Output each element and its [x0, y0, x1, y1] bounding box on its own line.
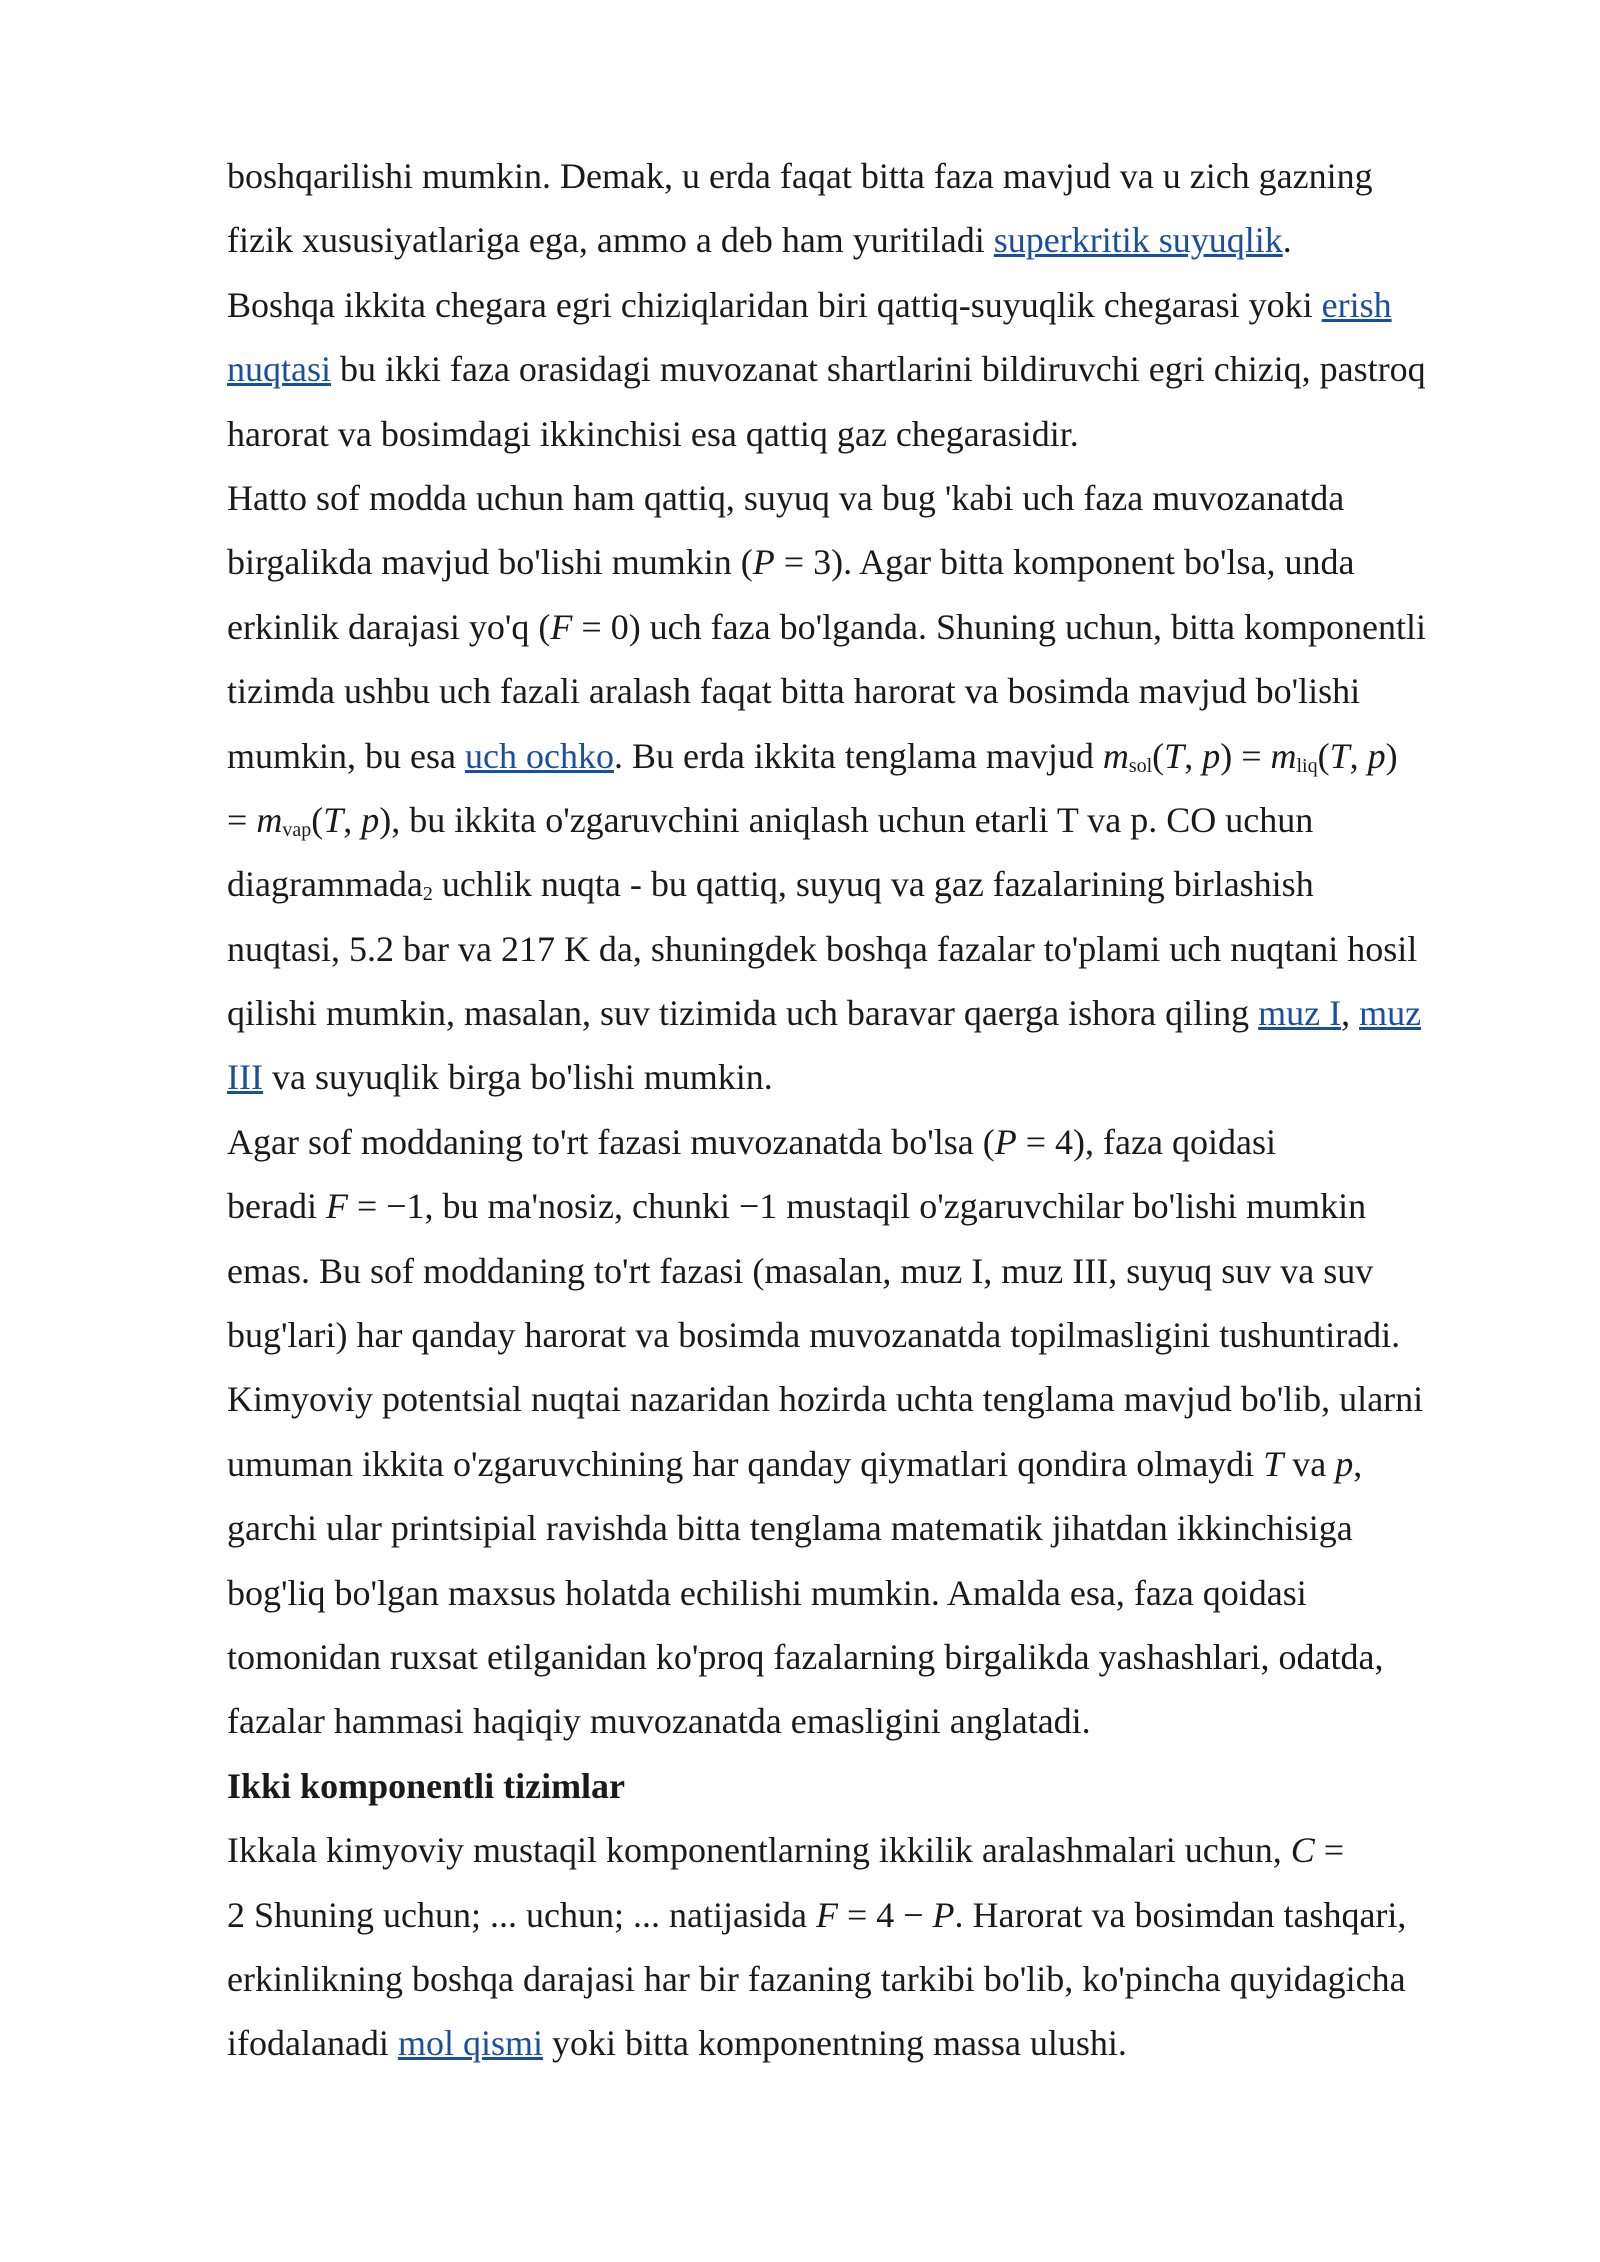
math-var: p — [1335, 1443, 1354, 1484]
math-var: p — [361, 799, 380, 840]
math-var: T — [323, 799, 344, 840]
link-mol-qismi[interactable]: mol qismi — [397, 2023, 543, 2064]
text: ) — [379, 799, 392, 840]
link-uch-ochko[interactable]: uch ochko — [464, 735, 614, 776]
link-erish-nuqtasi[interactable]: erish — [1321, 284, 1392, 325]
text: yoki bitta komponentning massa ulushi. — [542, 2023, 1127, 2064]
link-muz-iii[interactable]: III — [227, 1057, 263, 1098]
text: fazalar hammasi haqiqiy muvozanatda emasligini anglatadi. — [227, 1701, 1091, 1742]
text: tomonidan ruxsat etilganidan ko'proq fazalarning birgalikda yashashlari, odatda, — [227, 1636, 1384, 1677]
text-line — [227, 144, 1487, 208]
text-line — [227, 1045, 1487, 1109]
text-line — [227, 530, 1487, 594]
text: = 4), faza qoidasi — [1016, 1121, 1276, 1162]
math-var: P — [932, 1894, 955, 1935]
text: ( — [1317, 735, 1330, 776]
math-var: m — [1270, 735, 1297, 776]
text: Boshqa ikkita chegara egri chiziqlaridan biri qattiq-suyuqlik chegarasi yoki — [227, 284, 1322, 325]
math-var: m — [256, 799, 283, 840]
text: = −1, bu ma'nosiz, chunki −1 mustaqil o'zgaruvchilar bo'lishi mumkin — [347, 1186, 1367, 1227]
text: tizimda ushbu uch fazali aralash faqat bitta harorat va bosimda mavjud bo'lishi — [227, 671, 1361, 712]
text: ) — [1385, 735, 1398, 776]
subscript: 2 — [422, 883, 433, 906]
math-var: T — [1263, 1443, 1284, 1484]
text: = 0) uch faza bo'lganda. Shuning uchun, bitta komponentli — [572, 606, 1427, 647]
text: nuqtasi, 5.2 bar va 217 K da, shuningdek boshqa fazalar to'plami uch nuqtani hosil — [227, 928, 1418, 969]
math-var: F — [325, 1186, 348, 1227]
text-line — [227, 852, 1487, 916]
text-line — [227, 208, 1487, 272]
text: va suyuqlik birga bo'lishi mumkin. — [262, 1057, 773, 1098]
text: ( — [311, 799, 324, 840]
text-line — [227, 724, 1487, 788]
subscript: sol — [1128, 754, 1153, 777]
text: Ikkala kimyoviy mustaqil komponentlarning ikkilik aralashmalari uchun, — [227, 1830, 1291, 1871]
text-line — [227, 595, 1487, 659]
text: . — [1282, 220, 1292, 261]
text-line — [227, 273, 1487, 337]
text: ifodalanadi — [227, 2023, 398, 2064]
text: ) = — [1220, 735, 1271, 776]
text: bog'liq bo'lgan maxsus holatda echilishi mumkin. Amalda esa, faza qoidasi — [227, 1572, 1307, 1613]
text-line — [227, 466, 1487, 530]
text: garchi ular printsipial ravishda bitta tenglama matematik jihatdan ikkinchisiga — [227, 1508, 1353, 1549]
math-var: F — [550, 606, 573, 647]
text: , — [1353, 1443, 1363, 1484]
text: fizik xususiyatlariga ega, ammo a deb ham yuritiladi — [227, 220, 994, 261]
link-muz-i[interactable]: muz I — [1258, 993, 1342, 1034]
math-var: T — [1164, 735, 1185, 776]
text: ( — [1152, 735, 1165, 776]
math-var: m — [1102, 735, 1129, 776]
math-var: C — [1290, 1830, 1315, 1871]
text-line — [227, 402, 1487, 466]
text: , bu ikkita o'zgaruvchini aniqlash uchun etarli T va p. CO uchun — [391, 799, 1314, 840]
text-line — [227, 337, 1487, 401]
subscript: liq — [1296, 754, 1318, 777]
text-line — [227, 1561, 1487, 1625]
text: = 4 − — [837, 1894, 933, 1935]
text-line — [227, 2011, 1487, 2075]
text: beradi — [227, 1186, 326, 1227]
subscript: vap — [282, 818, 312, 841]
text: , — [1341, 993, 1360, 1034]
text-line — [227, 1883, 1487, 1947]
text: birgalikda mavjud bo'lishi mumkin ( — [227, 542, 753, 583]
section-heading: Ikki komponentli tizimlar — [227, 1765, 626, 1806]
text: erkinlik darajasi yo'q ( — [227, 606, 551, 647]
text-line — [227, 1367, 1487, 1431]
text: umuman ikkita o'zgaruvchining har qanday qiymatlari qondira olmaydi — [227, 1443, 1264, 1484]
text-line — [227, 1625, 1487, 1689]
math-var: T — [1329, 735, 1350, 776]
math-var: F — [815, 1894, 838, 1935]
math-var: P — [994, 1121, 1017, 1162]
text: va — [1283, 1443, 1336, 1484]
link-superkritik-suyuqlik[interactable]: superkritik suyuqlik — [993, 220, 1283, 261]
text: harorat va bosimdagi ikkinchisi esa qattiq gaz chegarasidir. — [227, 413, 1079, 454]
text: qilishi mumkin, masalan, suv tizimida uch baravar qaerga ishora qiling — [227, 993, 1259, 1034]
text-line — [227, 1496, 1487, 1560]
text: bug'lari) har qanday harorat va bosimda muvozanatda topilmasligini tushuntiradi. — [227, 1315, 1401, 1356]
text: = 3). Agar bitta komponent bo'lsa, unda — [774, 542, 1355, 583]
text: Hatto sof modda uchun ham qattiq, suyuq va bug 'kabi uch faza muvozanatda — [227, 477, 1345, 518]
text-line — [227, 788, 1487, 852]
document-body — [227, 144, 1487, 2076]
text-line — [227, 1174, 1487, 1238]
text: . Bu erda ikkita tenglama mavjud — [613, 735, 1103, 776]
text: boshqarilishi mumkin. Demak, u erda faqat bitta faza mavjud va u zich gazning — [227, 156, 1373, 196]
math-var: p — [1202, 735, 1221, 776]
text: bu ikki faza orasidagi muvozanat shartlarini bildiruvchi egri chiziq, pastroq — [331, 349, 1426, 390]
text: , — [1184, 735, 1203, 776]
text: mumkin, bu esa — [227, 735, 465, 776]
text: diagrammada — [227, 864, 423, 905]
text: = — [227, 799, 257, 840]
text-line — [227, 981, 1487, 1045]
text-line — [227, 1110, 1487, 1174]
text-line — [227, 1303, 1487, 1367]
link-muz-iii[interactable]: muz — [1359, 993, 1422, 1034]
text: erkinlikning boshqa darajasi har bir fazaning tarkibi bo'lib, ko'pincha quyidagicha — [227, 1958, 1406, 1999]
text-line — [227, 659, 1487, 723]
text: , — [1349, 735, 1368, 776]
text: emas. Bu sof moddaning to'rt fazasi (masalan, muz I, muz III, suyuq suv va suv — [227, 1250, 1374, 1291]
math-var: p — [1367, 735, 1386, 776]
text-line — [227, 1818, 1487, 1882]
link-erish-nuqtasi[interactable]: nuqtasi — [227, 349, 331, 390]
text: Agar sof moddaning to'rt fazasi muvozanatda bo'lsa ( — [227, 1121, 995, 1162]
math-var: P — [752, 542, 775, 583]
text: . Harorat va bosimdan tashqari, — [954, 1894, 1407, 1935]
text-line — [227, 1239, 1487, 1303]
text-line — [227, 1689, 1487, 1753]
text: uchlik nuqta - bu qattiq, suyuq va gaz fazalarining birlashish — [432, 864, 1314, 905]
text: = — [1314, 1830, 1345, 1871]
text: 2 Shuning uchun; ... uchun; ... natijasida — [227, 1894, 816, 1935]
text: Kimyoviy potentsial nuqtai nazaridan hozirda uchta tenglama mavjud bo'lib, ularni — [227, 1379, 1424, 1420]
text-line — [227, 917, 1487, 981]
text-line — [227, 1432, 1487, 1496]
text-line — [227, 1947, 1487, 2011]
text: , — [343, 799, 362, 840]
